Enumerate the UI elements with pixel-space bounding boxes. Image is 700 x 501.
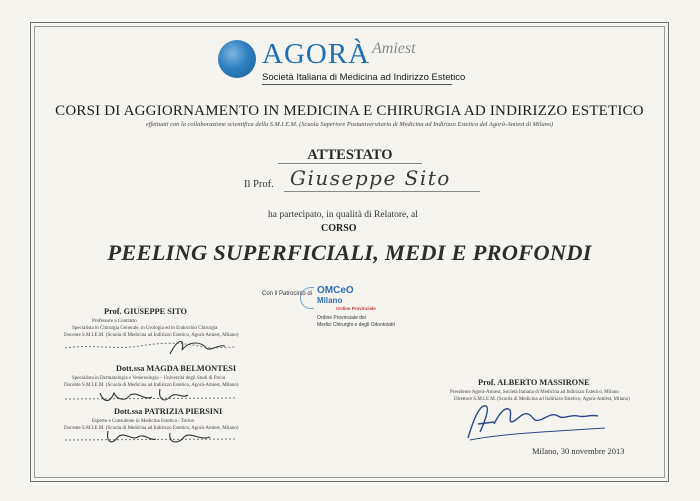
amiest-logo-mark: Amiest [372,40,416,57]
omceo-description-line: Ordine Provinciale dei [317,315,366,321]
page-title: CORSI DI AGGIORNAMENTO IN MEDICINA E CHIRURGIA AD INDIRIZZO ESTETICO [55,103,644,119]
patronage-label: Con il Patrocinio di [262,291,313,297]
credential-line: Professore a Contratto [92,319,137,324]
credential-line: Esperto e Consulente in Medicina Estetica - Torino [92,419,195,424]
signatory-name: Prof. ALBERTO MASSIRONE [478,378,590,387]
page-subtitle: effettuati con la collaborazione scientifica della S.M.I.E.M. (Scuola Superiore Postuniversitaria di Medicina ad Indirizzo Estetico del Agorà-Amiest di Milano) [145,121,554,128]
certificate-label-divider [278,163,422,164]
credential-line: Docente S.M.I.E.M. (Scuola di Medicina ad Indirizzo Estetico, Agorà-Amiest, Milano) [64,426,239,431]
agora-logo-icon [218,40,256,78]
omceo-city: Milano [317,296,343,305]
certificate-label: ATTESTATO [307,147,393,163]
credential-line: Specialista in Chirurgia Generale, in Urologia ed in Endocrino Chirurgia [72,326,218,331]
society-name: Società Italiana di Medicina ad Indirizzo Estetico [262,72,466,83]
signatory-name: Dott.ssa MAGDA BELMONTESI [116,364,237,373]
course-label: CORSO [321,223,357,234]
signature-belmontesi [60,385,240,407]
recipient-name: Giuseppe Sito [290,166,451,190]
omceo-title: OMCeO [317,285,354,296]
logo-wordmark: AGORÀ [262,38,371,70]
credential-line: Presidente Agorà-Amiest, Società Italiana di Medicina ad Indirizzo Estetico, Milano [450,390,619,395]
credential-line: Direttore S.M.I.E.M. (Scuola di Medicina ad Indirizzo Estetico, Agorà-Amiest, Milano) [454,397,630,402]
credential-line: Docente S.M.I.E.M. (Scuola di Medicina ad Indirizzo Estetico, Agorà-Amiest, Milano) [64,333,239,338]
omceo-description [317,315,395,329]
credential-line: Docente S.M.I.E.M. (Scuola di Medicina ad Indirizzo Estetico, Agorà-Amiest, Milano) [64,383,239,388]
society-divider [262,84,452,85]
recipient-name-underline [284,191,480,192]
omceo-order: Ordine Provinciale [336,306,376,311]
course-title: PEELING SUPERFICIALI, MEDI E PROFONDI [107,240,592,265]
signatory-name: Prof. GIUSEPPE SITO [104,307,187,316]
signature-piersini [60,427,240,449]
signature-massirone [460,398,620,442]
signatory-name: Dott.ssa PATRIZIA PIERSINI [114,407,223,416]
signature-sito [60,336,240,358]
recipient-prefix: Il Prof. [244,179,274,190]
omceo-description-line: Medici Chirurghi e degli Odontoiatri [317,322,396,328]
issue-date: Milano, 30 novembre 2013 [532,446,625,456]
credential-line: Specialista in Dermatologia e Venereologia – Università degli Studi di Pavia [72,376,225,381]
participation-text: ha partecipato, in qualità di Relatore, al [268,210,418,220]
